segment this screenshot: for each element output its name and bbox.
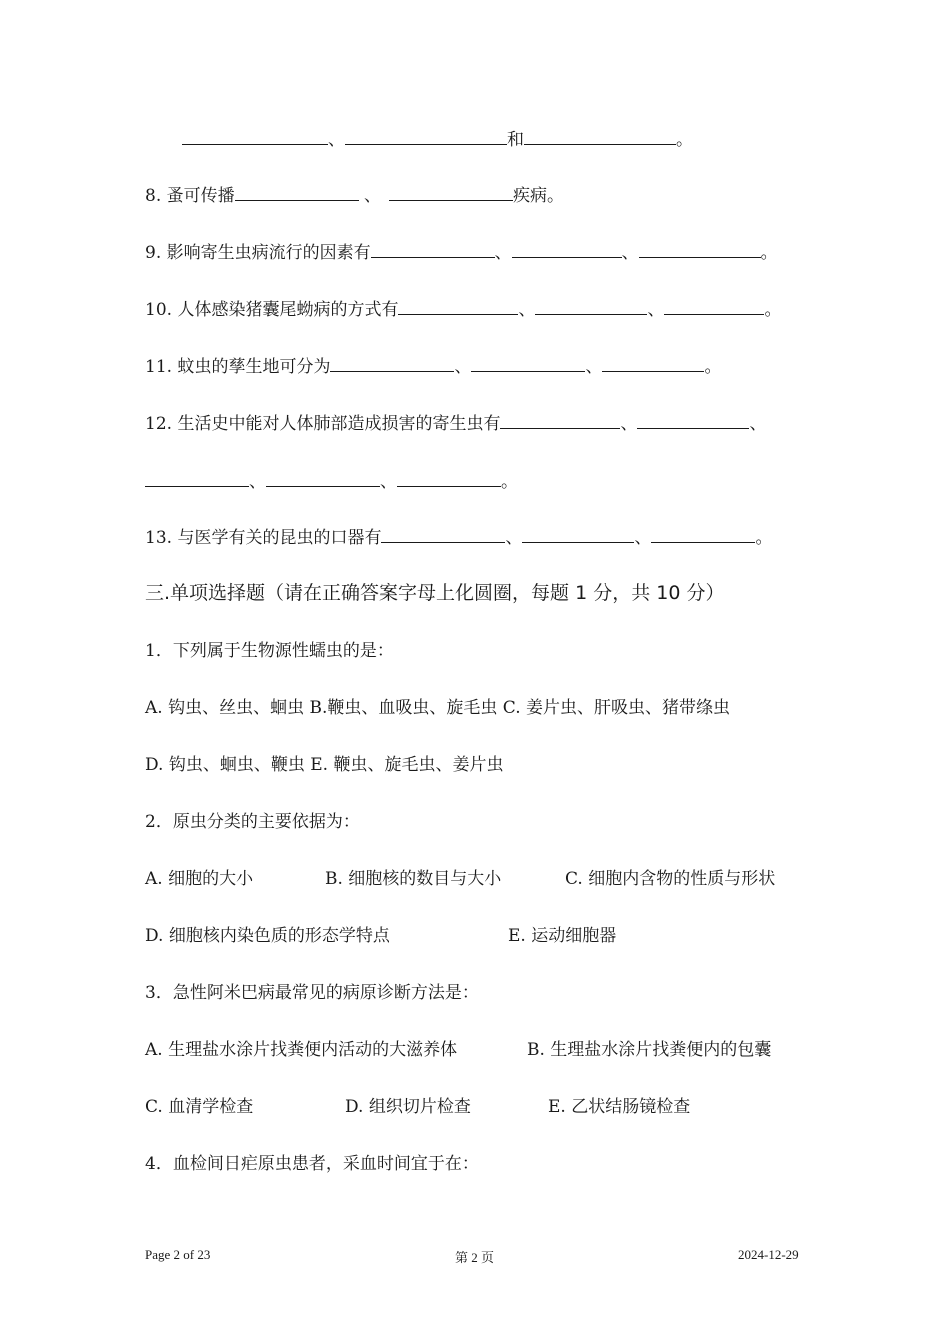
mcq-2-option-e[interactable]: E. 运动细胞器 bbox=[508, 926, 617, 946]
mcq-3-stem: 3．急性阿米巴病最常见的病原诊断方法是： bbox=[145, 983, 479, 1003]
separator: 、 bbox=[358, 186, 382, 206]
question-label: 12. 生活史中能对人体肺部造成损害的寄生虫有 bbox=[145, 414, 501, 434]
separator: 、 bbox=[328, 130, 345, 150]
answer-blank[interactable] bbox=[651, 524, 755, 543]
mcq-3-option-d[interactable]: D. 组织切片检查 bbox=[345, 1097, 471, 1117]
answer-blank[interactable] bbox=[524, 126, 676, 145]
mcq-3-option-e[interactable]: E. 乙状结肠镜检查 bbox=[548, 1097, 691, 1117]
question-label: 10. 人体感染猪囊尾蚴病的方式有 bbox=[145, 300, 399, 320]
line-end: 。 bbox=[755, 528, 773, 548]
fill-in-q12 bbox=[145, 410, 766, 436]
mcq-2-option-b[interactable]: B. 细胞核的数目与大小 bbox=[325, 869, 502, 889]
separator: 、 bbox=[249, 472, 266, 492]
mcq-2-option-a[interactable]: A. 细胞的大小 bbox=[145, 869, 254, 889]
separator: 、 bbox=[585, 357, 603, 377]
question-label: 11. 蚊虫的孳生地可分为 bbox=[145, 357, 331, 377]
answer-blank[interactable] bbox=[371, 239, 495, 258]
question-label: 13. 与医学有关的昆虫的口器有 bbox=[145, 528, 382, 548]
fill-in-q8 bbox=[145, 182, 564, 208]
fill-in-q7-continuation bbox=[182, 126, 693, 152]
answer-blank[interactable] bbox=[381, 524, 505, 543]
separator: 、 bbox=[621, 243, 639, 263]
mcq-3-option-a[interactable]: A. 生理盐水涂片找粪便内活动的大滋养体 bbox=[145, 1040, 458, 1060]
answer-blank[interactable] bbox=[266, 468, 380, 487]
answer-blank[interactable] bbox=[535, 296, 647, 315]
line-end: 。 bbox=[501, 472, 518, 492]
question-label: 8. 蚤可传播 bbox=[145, 186, 235, 206]
answer-blank[interactable] bbox=[145, 468, 249, 487]
separator: 、 bbox=[634, 528, 652, 548]
line-end: 。 bbox=[760, 243, 778, 263]
answer-blank[interactable] bbox=[235, 182, 359, 201]
separator: 和 bbox=[507, 130, 524, 150]
line-end: 疾病。 bbox=[513, 186, 565, 206]
answer-blank[interactable] bbox=[602, 353, 704, 372]
answer-blank[interactable] bbox=[397, 468, 501, 487]
question-label: 9. 影响寄生虫病流行的因素有 bbox=[145, 243, 371, 263]
separator: 、 bbox=[647, 300, 665, 320]
answer-blank[interactable] bbox=[330, 353, 454, 372]
mcq-3-option-c[interactable]: C. 血清学检查 bbox=[145, 1097, 254, 1117]
mcq-2-stem: 2．原虫分类的主要依据为： bbox=[145, 812, 360, 832]
separator: 、 bbox=[494, 243, 512, 263]
answer-blank[interactable] bbox=[398, 296, 518, 315]
separator: 、 bbox=[380, 472, 397, 492]
footer-date: 2024-12-29 bbox=[738, 1247, 799, 1262]
separator: 、 bbox=[505, 528, 523, 548]
answer-blank[interactable] bbox=[500, 410, 620, 429]
separator: 、 bbox=[620, 414, 638, 434]
separator: 、 bbox=[454, 357, 472, 377]
mcq-2-option-d[interactable]: D. 细胞核内染色质的形态学特点 bbox=[145, 926, 390, 946]
line-end: 。 bbox=[676, 130, 693, 150]
fill-in-q12-continuation bbox=[145, 468, 518, 494]
mcq-2-option-c[interactable]: C. 细胞内含物的性质与形状 bbox=[565, 869, 776, 889]
mcq-1-options-line-2[interactable]: D. 钩虫、蛔虫、鞭虫 E. 鞭虫、旋毛虫、姜片虫 bbox=[145, 755, 504, 775]
mcq-1-options-line-1[interactable]: A. 钩虫、丝虫、蛔虫 B.鞭虫、血吸虫、旋毛虫 C. 姜片虫、肝吸虫、猪带绦虫 bbox=[145, 698, 730, 718]
mcq-4-stem: 4．血检间日疟原虫患者，采血时间宜于在： bbox=[145, 1154, 479, 1174]
answer-blank[interactable] bbox=[522, 524, 634, 543]
line-end: 。 bbox=[704, 357, 722, 377]
answer-blank[interactable] bbox=[639, 239, 761, 258]
mcq-3-option-b[interactable]: B. 生理盐水涂片找粪便内的包囊 bbox=[527, 1040, 772, 1060]
section-heading: 三.单项选择题（请在正确答案字母上化圆圈，每题 1 分，共 10 分） bbox=[145, 582, 725, 604]
footer-page-number: 第 2 页 bbox=[455, 1250, 495, 1265]
mcq-1-stem: 1．下列属于生物源性蠕虫的是： bbox=[145, 641, 394, 661]
line-end: 。 bbox=[764, 300, 782, 320]
answer-blank[interactable] bbox=[471, 353, 585, 372]
footer-page-count: Page 2 of 23 bbox=[145, 1247, 211, 1262]
answer-blank[interactable] bbox=[664, 296, 764, 315]
fill-in-q10 bbox=[145, 296, 781, 322]
fill-in-q13 bbox=[145, 524, 772, 550]
fill-in-q9 bbox=[145, 239, 778, 265]
separator: 、 bbox=[749, 414, 767, 434]
answer-blank[interactable] bbox=[637, 410, 749, 429]
answer-blank[interactable] bbox=[182, 126, 328, 145]
fill-in-q11 bbox=[145, 353, 721, 379]
answer-blank[interactable] bbox=[512, 239, 622, 258]
answer-blank[interactable] bbox=[345, 126, 507, 145]
separator: 、 bbox=[518, 300, 536, 320]
answer-blank[interactable] bbox=[389, 182, 513, 201]
